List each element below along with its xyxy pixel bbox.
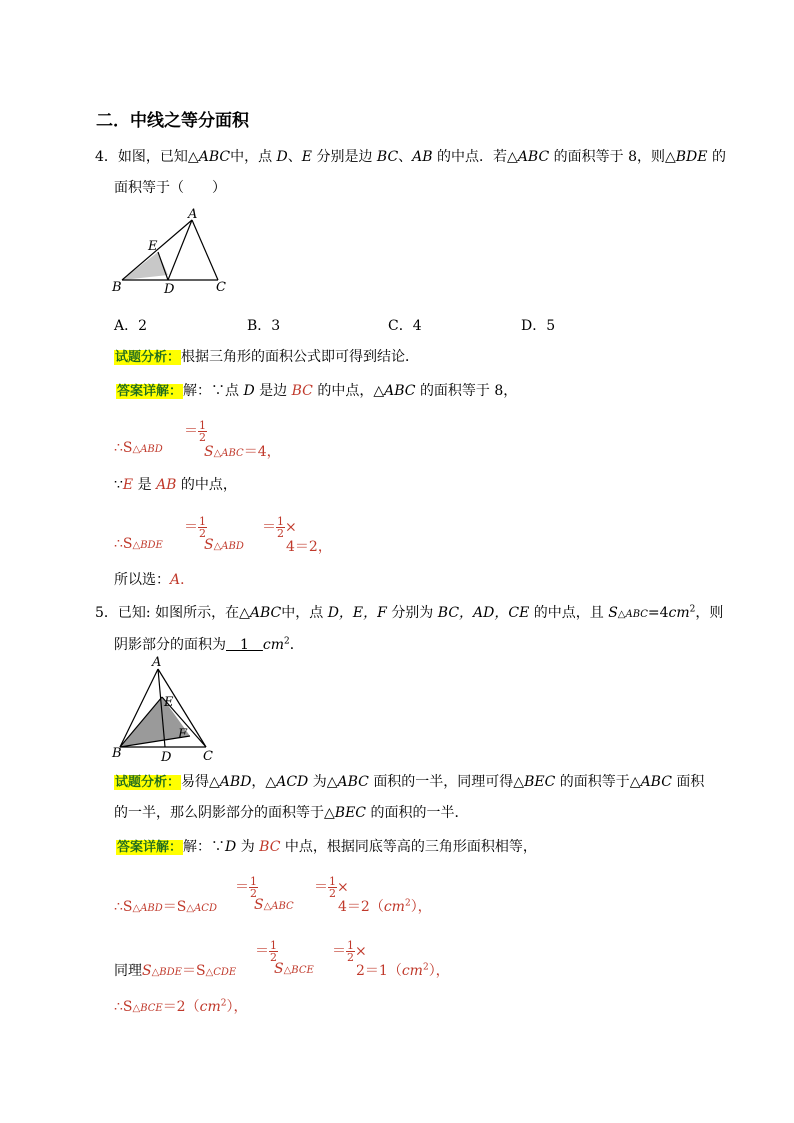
text: ∴S (114, 899, 133, 915)
text: S (204, 444, 214, 460)
text: BDE (675, 149, 708, 165)
text: D (225, 839, 237, 855)
q4-step1-eq (184, 420, 207, 443)
text: cm (199, 999, 221, 1015)
text: cm (401, 963, 423, 979)
text: 4＝2（ (338, 899, 384, 915)
text: 面积的一半，同理可得△ (373, 774, 525, 790)
q5-stem-line1 (95, 602, 723, 622)
text: ＝S (162, 899, 187, 915)
text: cm (668, 605, 690, 621)
q4-shaded-region (122, 252, 168, 280)
q5-step3 (114, 996, 247, 1016)
text: △CDE (205, 967, 237, 978)
text: 2 (689, 604, 696, 615)
text: 中，点 (281, 605, 324, 621)
text: 易得△ (181, 774, 220, 790)
text: ，则 (695, 605, 724, 621)
label-b: B (112, 280, 122, 295)
text: E (301, 149, 312, 165)
answer-blank[interactable]: 1 (226, 637, 263, 653)
text: △ABC (263, 901, 294, 912)
text: ＝4， (243, 444, 281, 460)
text: 已知: 如图所示，在△ (117, 605, 250, 621)
text: ＝2（ (162, 999, 200, 1015)
text: ∴S (114, 536, 133, 552)
label-a: A (152, 655, 162, 670)
text: AB (412, 149, 433, 165)
numerator: 1 (199, 515, 206, 528)
text: BC (291, 383, 313, 399)
numerator: 1 (347, 939, 354, 952)
line-ad (168, 220, 192, 280)
text: 2＝1（ (356, 963, 402, 979)
q4-figure (108, 205, 238, 297)
label-c: C (203, 749, 213, 764)
q5-analysis-line1 (114, 771, 704, 791)
line-ac (192, 220, 218, 280)
label-a: A (188, 207, 198, 222)
text: ACD (276, 774, 309, 790)
text: 、 (398, 149, 413, 165)
option-d[interactable]: D．5 (521, 318, 556, 334)
text: △BCE (283, 965, 314, 976)
text: 分别为 (391, 605, 434, 621)
text: cm (262, 637, 285, 653)
q4-stem-line1 (95, 146, 726, 166)
text: 2 (284, 636, 290, 647)
text: ABC (384, 383, 416, 399)
text: 分别是边 (316, 149, 373, 165)
q4-step2-eq (184, 516, 207, 539)
text: 如图，已知△ (117, 149, 199, 165)
label-d: D (164, 282, 175, 297)
text: 中，点 (230, 149, 273, 165)
text: 解：∵点 (183, 383, 240, 399)
text: 根据三角形的面积公式即可得到结论． (181, 349, 420, 365)
option-b[interactable]: B．3 (247, 318, 281, 334)
denominator: 2 (199, 431, 206, 444)
text: ． (289, 637, 304, 653)
text: ＝ (332, 943, 346, 960)
label-f: F (178, 727, 188, 742)
denominator: 2 (329, 887, 336, 900)
text: × (355, 943, 367, 960)
text: ＝ (184, 519, 198, 536)
text: ）， (226, 999, 248, 1015)
q4-answer-line1 (116, 380, 517, 400)
fraction-half (328, 876, 337, 899)
text: ABC (198, 149, 231, 165)
text: S (142, 963, 152, 979)
text: 的面积等于 8，则△ (553, 149, 676, 165)
numerator: 1 (250, 875, 257, 888)
text: =4 (647, 605, 669, 621)
denominator: 2 (347, 951, 354, 964)
text: cm (383, 899, 405, 915)
text: ＝ (235, 879, 249, 896)
text: BC (259, 839, 281, 855)
text: ，△ (251, 774, 277, 790)
text: E (122, 477, 134, 493)
option-c[interactable]: C．4 (388, 318, 422, 334)
text: ＝ (255, 943, 269, 960)
text: 的一半，那么阴影部分的面积等于△ (114, 805, 335, 821)
q5-step1-left (114, 896, 217, 916)
text: ∴S (114, 440, 133, 456)
q5-analysis-line2 (114, 802, 468, 822)
q5-step2-eq (255, 940, 278, 963)
fraction-half (198, 516, 207, 539)
option-a[interactable]: A．2 (114, 318, 148, 334)
text: D，E，F (327, 605, 387, 621)
text: ABC (337, 774, 369, 790)
fraction-half (249, 876, 258, 899)
text: △ABC (213, 448, 244, 459)
q4-choice (114, 569, 194, 589)
q4-step1-right (204, 441, 281, 461)
text: ∵ (114, 477, 123, 493)
numerator: 1 (329, 875, 336, 888)
analysis-tag: 试题分析： (115, 350, 181, 365)
text: ）， (410, 899, 432, 915)
text: 、 (287, 149, 302, 165)
denominator: 2 (270, 951, 277, 964)
text: 的面积等于 8， (419, 383, 518, 399)
text: △ABD (213, 541, 244, 552)
answer-tag: 答案详解： (117, 840, 183, 855)
text: 的面积等于△ (559, 774, 641, 790)
text: △ABD (132, 903, 163, 914)
text: △ABD (132, 444, 163, 455)
denominator: 2 (277, 527, 284, 540)
text: 同理 (114, 963, 142, 979)
answer-tag: 答案详解： (117, 384, 183, 399)
q5-step1-s (254, 897, 294, 913)
text: D (243, 383, 255, 399)
q5-step2-left (114, 960, 236, 980)
text: × (337, 879, 349, 896)
text: △ABC (617, 609, 648, 620)
q5-step2-val (356, 960, 450, 980)
text: 是 (137, 477, 152, 493)
text: 的中点， (180, 477, 237, 493)
text: 中点，根据同底等高的三角形面积相等， (284, 839, 537, 855)
text: 是边 (259, 383, 288, 399)
numerator: 1 (277, 515, 284, 528)
text: ABC (640, 774, 672, 790)
text: 为 (240, 839, 255, 855)
q4-stem-line2: 面积等于（ ） (114, 180, 226, 196)
text: 阴影部分的面积为 (114, 637, 226, 653)
text: BC (376, 149, 399, 165)
label-d: D (161, 750, 172, 765)
text: ABC (517, 149, 550, 165)
q5-step2-s (274, 961, 314, 977)
text: S (254, 897, 264, 913)
label-c: C (216, 280, 226, 295)
q5-figure (108, 655, 218, 765)
text: △BCE (132, 1003, 163, 1014)
text: 2 (422, 962, 429, 973)
fraction-half (276, 516, 285, 539)
text: △BDE (151, 967, 182, 978)
label-e: E (164, 695, 174, 710)
q5-answer-line1 (116, 836, 537, 856)
text: 的 (711, 149, 726, 165)
text: ABD (219, 774, 252, 790)
q4-step2-s (204, 537, 244, 553)
q5-stem-line2 (114, 634, 304, 654)
text: 2 (404, 898, 411, 909)
label-e: E (148, 239, 158, 254)
text: S (608, 605, 618, 621)
fraction-half (198, 420, 207, 443)
text: ∴S (114, 999, 133, 1015)
text: ABC (249, 605, 282, 621)
text: ＝ (184, 423, 198, 440)
text: BC，AD，CE (437, 605, 530, 621)
text: BEC (524, 774, 556, 790)
q4-step2-val: 4＝2， (286, 539, 332, 555)
text: S (204, 537, 214, 553)
denominator: 2 (250, 887, 257, 900)
text: BEC (334, 805, 367, 821)
numerator: 1 (199, 419, 206, 432)
text: × (285, 519, 297, 536)
text: 的中点，△ (317, 383, 385, 399)
fraction-half (346, 940, 355, 963)
text: 面积 (676, 774, 705, 790)
text: ）， (428, 963, 450, 979)
q4-analysis (114, 346, 419, 366)
text: 的中点．若△ (437, 149, 518, 165)
text: ＝S (181, 963, 206, 979)
text: ＝ (314, 879, 328, 896)
q5-number: 5． (95, 605, 118, 621)
analysis-tag: 试题分析： (115, 775, 181, 790)
text: D (276, 149, 288, 165)
text: △BDE (132, 540, 163, 551)
text: 所以选： (114, 572, 170, 588)
q4-e-midpoint (114, 474, 237, 494)
text: S (274, 961, 284, 977)
q5-step1-val (338, 896, 432, 916)
section-title: 二．中线之等分面积 (96, 111, 249, 131)
text: 解：∵ (183, 839, 226, 855)
text: ＝ (262, 519, 276, 536)
text: 的面积的一半． (370, 805, 469, 821)
numerator: 1 (270, 939, 277, 952)
text: AB (156, 477, 177, 493)
q4-step1-left (114, 440, 163, 456)
text: 为△ (312, 774, 338, 790)
q4-number: 4． (95, 149, 118, 165)
q5-step1-eq (235, 876, 258, 899)
q4-step2-left (114, 536, 163, 552)
fraction-half (269, 940, 278, 963)
denominator: 2 (199, 527, 206, 540)
text: △ACD (186, 903, 217, 914)
text: 2 (220, 998, 227, 1009)
text: 的中点，且 (533, 605, 604, 621)
text: A (170, 572, 181, 588)
text: ． (180, 572, 195, 588)
label-b: B (112, 746, 122, 761)
